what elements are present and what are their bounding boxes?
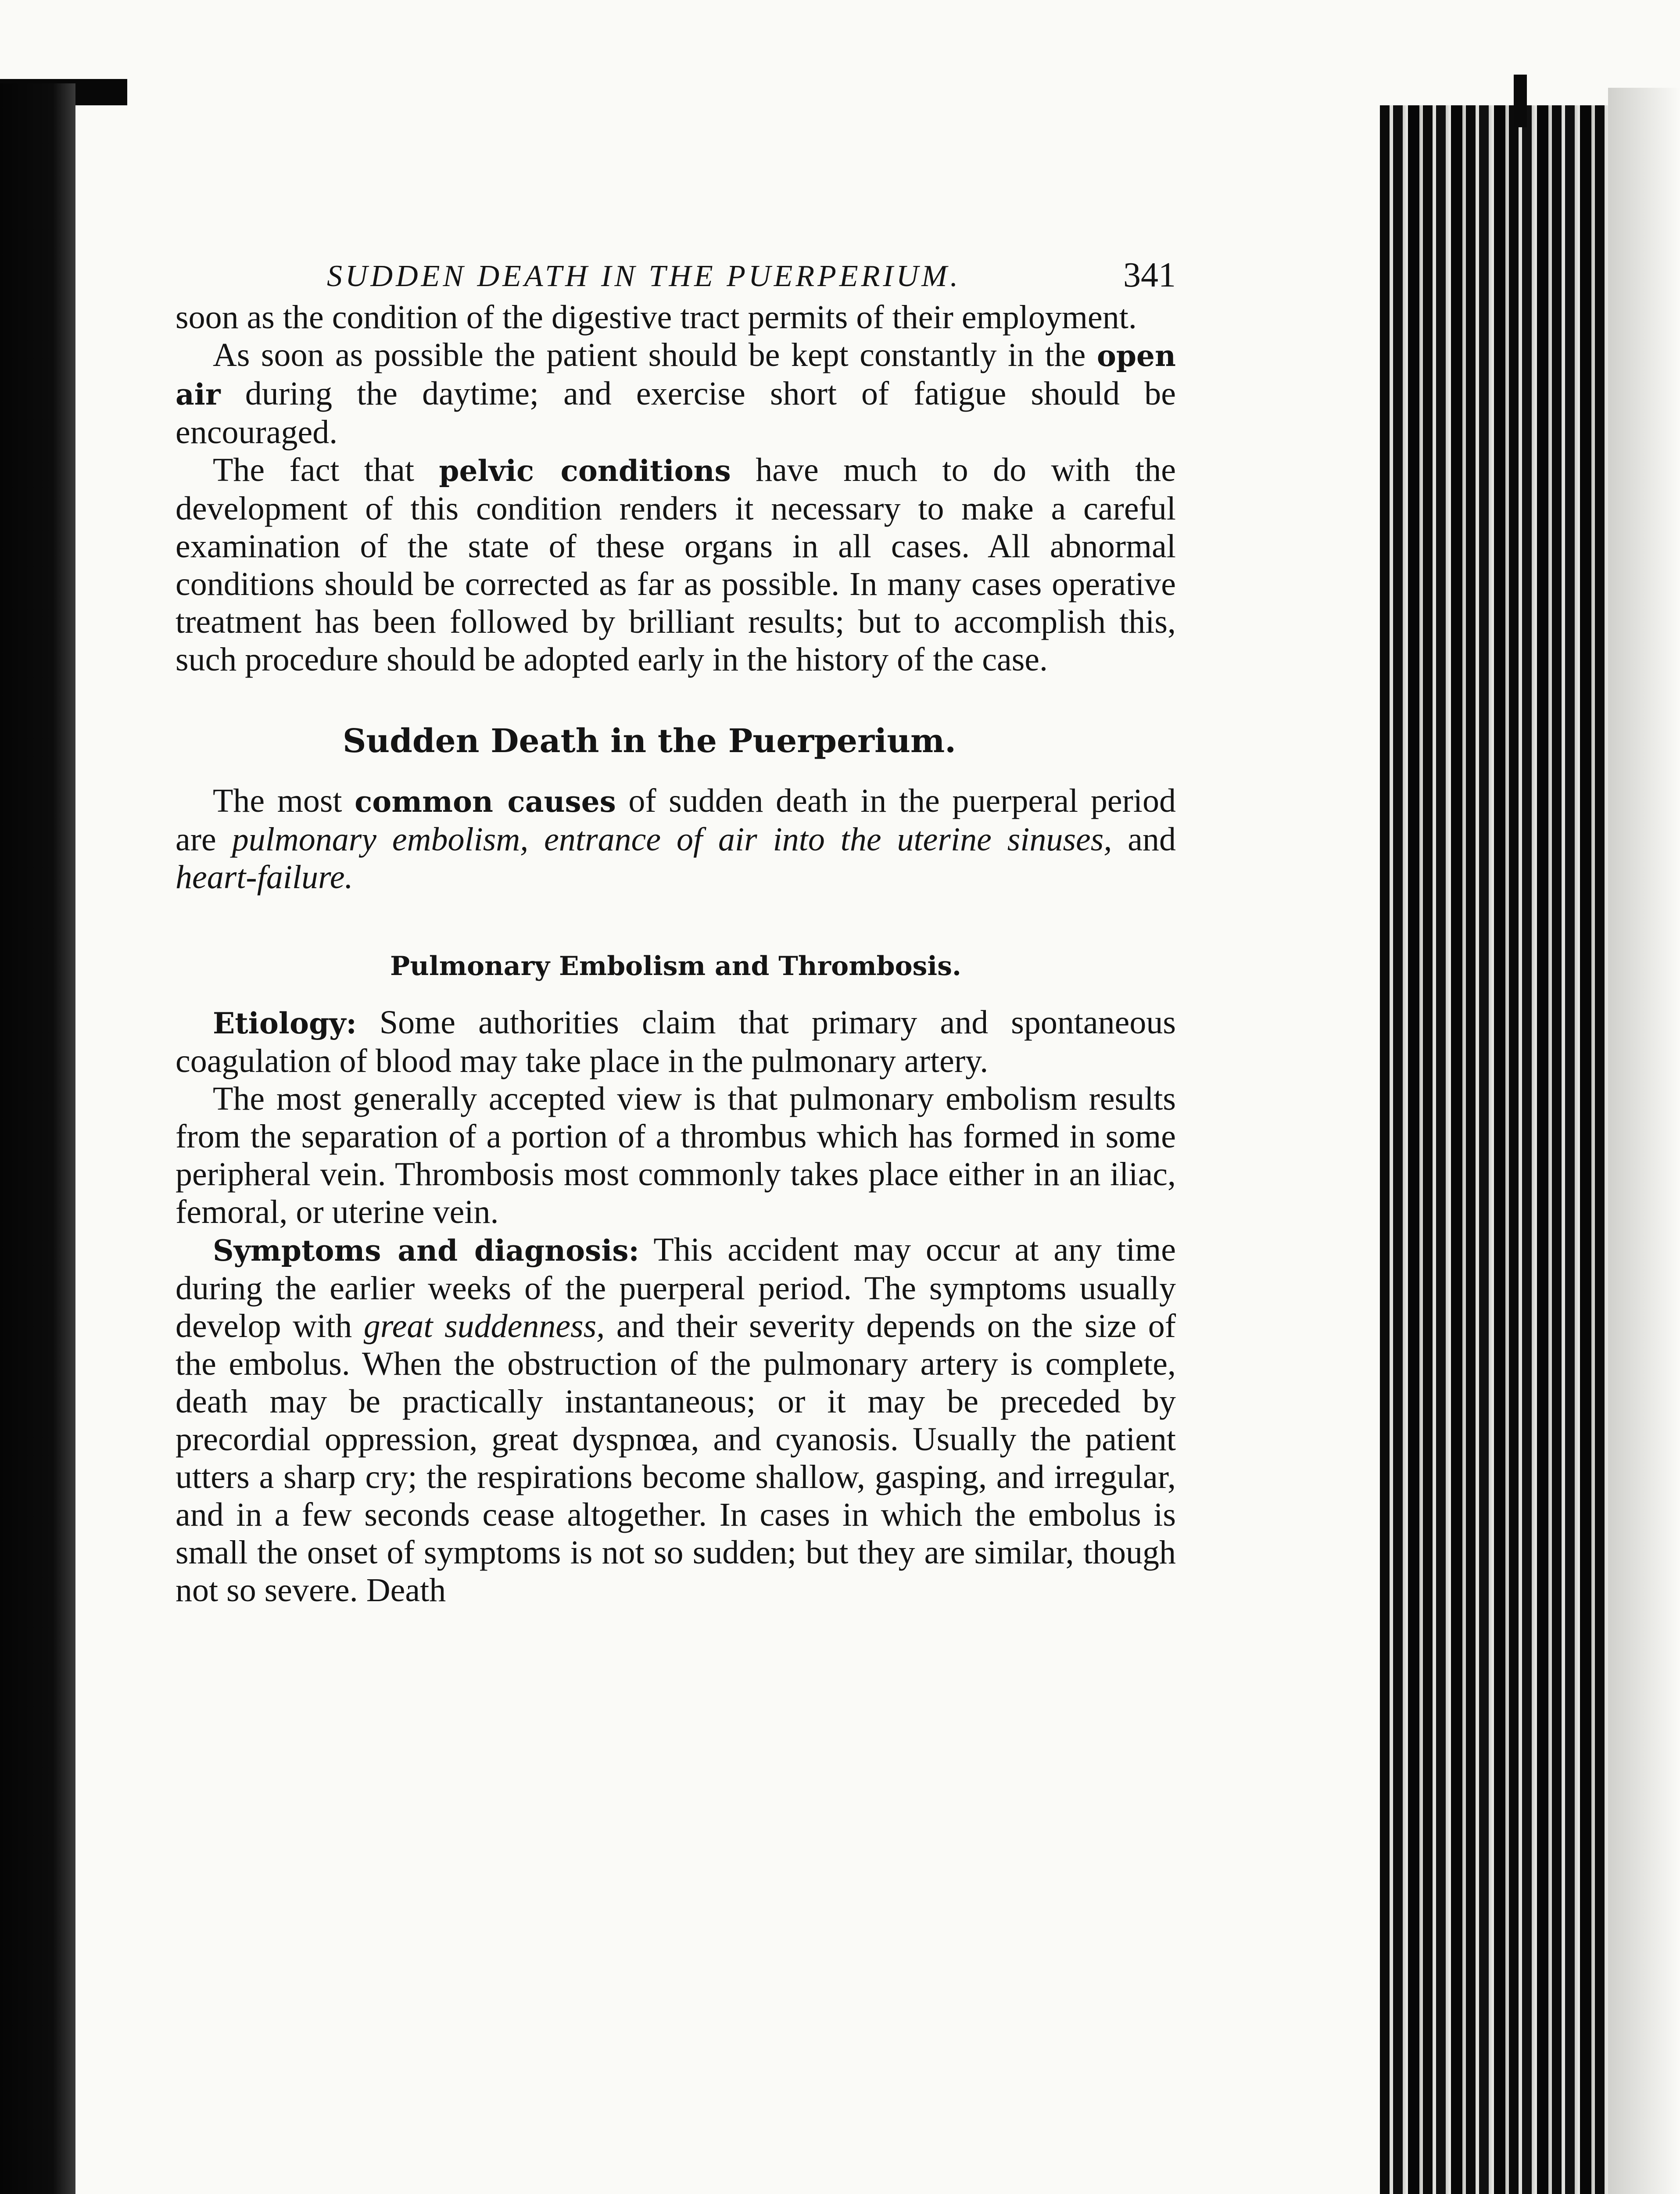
etiology-label: Etiology: <box>213 1006 357 1040</box>
running-head <box>176 246 1176 298</box>
paragraph-etiology: Etiology: Some authorities claim that primary and spontaneous coagulation of blood may take place in the pulmonary artery. <box>176 1004 1176 1079</box>
paragraph-common-causes: The most common causes of sudden death in the puerperal period are pulmonary embolism, entrance of air into the uterine sinuses, and heart-failure. <box>176 782 1176 896</box>
running-title: SUDDEN DEATH IN THE PUERPERIUM. <box>327 259 961 293</box>
book-page <box>176 246 1176 1609</box>
page-number: 341 <box>1123 256 1176 294</box>
paragraph-pelvic-conditions: The fact that pelvic conditions have much to do with the development of this condition renders it necessary to make a careful examination of the state of these organs in all cases. All abnormal conditions should be corrected as far as possible. In many cases operative treatment has been followed by brilliant results; but to accomplish this, such procedure should be adopted early in the history of the case. <box>176 452 1176 678</box>
subsection-heading: Pulmonary Embolism and Thrombosis. <box>390 951 961 982</box>
scan-binding-shadow <box>0 83 75 2194</box>
paragraph-thrombus: The most generally accepted view is that pulmonary embolism results from the separation of a portion of a thrombus which has formed in some peripheral vein. Thrombosis most commonly takes place either in an iliac, femoral, or uterine vein. <box>176 1080 1176 1230</box>
scan-page-edge-stub <box>1514 75 1527 127</box>
section-heading: Sudden Death in the Puerperium. <box>342 722 956 760</box>
symptoms-label: Symptoms and diagnosis: <box>213 1233 639 1268</box>
paragraph-symptoms: Symptoms and diagnosis: This accident may occur at any time during the earlier weeks of the puerperal period. The symptoms usually develop with great suddenness, and their severity depends on the size of the embolus. When the obstruction of the pulmonary artery is complete, death may be practically instantaneous; or it may be preceded by precordial oppression, great dyspnœa, and cyanosis. Usually the patient utters a sharp cry; the respirations become shallow, gasping, and irregular, and in a few seconds cease altogether. In cases in which the embolus is small the onset of symptoms is not so sudden; but they are similar, though not so severe. Death <box>176 1231 1176 1609</box>
scan-page-edges <box>1380 105 1608 2194</box>
paragraph-continuation: soon as the condition of the digestive tract permits of their employment. <box>176 299 1137 336</box>
paragraph-open-air: As soon as possible the patient should be kept constantly in the open air during the daytime; and exercise short of fatigue should be encouraged. <box>176 337 1176 451</box>
scan-edge-fade <box>1608 88 1680 2194</box>
